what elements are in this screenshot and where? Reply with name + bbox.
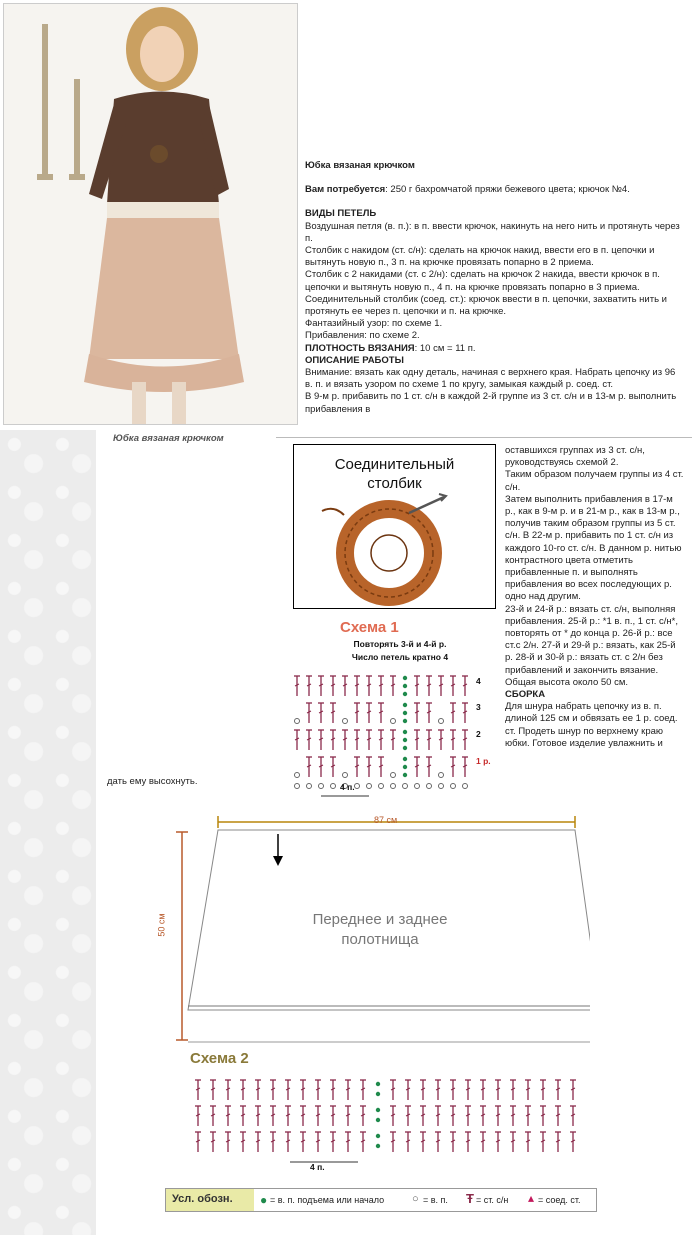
slip-stitch-box (293, 444, 496, 609)
panel-width-label: 87 см (374, 815, 398, 825)
right-paragraph-5: Общая высота около 50 см. (505, 676, 629, 688)
right-paragraph-1: оставшихся группах из 3 ст. с/н, руководствуясь схемой 2. (505, 445, 645, 469)
chain-symbol (391, 719, 396, 724)
start-chain-dot (403, 730, 407, 734)
legend-item-1: = в. п. подъема или начало (270, 1195, 385, 1205)
panel-height-label: 50 см (156, 913, 167, 937)
slip-stitch-icon: ▴ (528, 1191, 535, 1205)
start-chain-dot (403, 703, 407, 707)
schema1-row-2: 2 (476, 729, 481, 739)
skirt-photo (3, 3, 298, 425)
gauge-label: ПЛОТНОСТЬ ВЯЗАНИЯ (305, 342, 415, 354)
slip-stitch-ring-illustration (294, 445, 495, 608)
chain-symbol (367, 784, 372, 789)
article-title: Юбка вязаная крючком (305, 160, 415, 171)
work-text-2: В 9-м р. прибавить по 1 ст. с/н в каждой 2-й группе из 3 ст. с/н и в 13-м р. выполнить прибавления в (305, 391, 677, 415)
chain-symbol (343, 719, 348, 724)
right-paragraph-3: Затем выполнить прибавления в 17-м р., как в 9-м р. и в 21-м р., как в 13-м р., получив таким образом группы из 5 ст. с/н. В 22-м р. прибавить по 1 ст. с/н из каждого 10-го ст. с/н. В данном р. нитью контрастного цвета отметить прибавленные п. и выполнять прибавления во всех последующих р. одно над другим. (505, 493, 682, 603)
start-chain-dot (403, 676, 407, 680)
chain-symbol (379, 784, 384, 789)
start-chain-dot (376, 1118, 380, 1122)
panel-label-1: Переднее и заднее (312, 911, 448, 928)
legend-item-4: = соед. ст. (538, 1195, 581, 1205)
gauge-text: : 10 см = 11 п. (414, 342, 476, 354)
chain-symbol (295, 773, 300, 778)
left-tail-text: дать ему высохнуть. (107, 776, 198, 787)
materials-text: : 250 г бахромчатой пряжи бежевого цвета; крючок №4. (385, 184, 630, 196)
schema2-repeat-label: 4 п. (310, 1162, 325, 1172)
start-chain-dot (403, 757, 407, 761)
start-chain-dot (403, 692, 407, 696)
start-chain-dot (403, 719, 407, 723)
schema1-subtitle-2: Число петель кратно 4 (351, 652, 449, 662)
chain-symbol (439, 784, 444, 789)
materials-label: Вам потребуется (305, 184, 386, 196)
chain-symbol (331, 784, 336, 789)
work-text-1: Внимание: вязать как одну деталь, начиная с верхнего края. Набрать цепочку из 96 в. п. и вязать узором по схеме 1 по кругу, замыкая каждый р. соед. ст. (305, 367, 676, 391)
stitch-type-5: Фантазийный узор: по схеме 1. (305, 318, 443, 330)
legend-item-3: = ст. с/н (476, 1195, 509, 1205)
chain-symbol (307, 784, 312, 789)
start-chain-dot (403, 711, 407, 715)
work-heading: ОПИСАНИЕ РАБОТЫ (305, 354, 404, 366)
chain-symbol (463, 784, 468, 789)
schema2-title: Схема 2 (190, 1050, 249, 1067)
chain-symbol (295, 784, 300, 789)
divider-line (276, 437, 692, 438)
panel-label-2: полотнища (341, 931, 419, 948)
start-chain-dot (403, 746, 407, 750)
right-column-text (505, 445, 685, 750)
schema1-repeat-label: 4 п. (340, 782, 355, 792)
start-chain-dot (376, 1082, 380, 1086)
assembly-heading: СБОРКА (505, 689, 546, 701)
stitch-type-2: Столбик с накидом (ст. с/н): сделать на крючок накид, ввести его в п. цепочки и вытянуть новую п., 3 п. на крючке провязать попарно в 2 приема. (305, 245, 655, 269)
intro-text (305, 160, 680, 416)
schema1-chart (287, 668, 487, 798)
chain-symbol (319, 784, 324, 789)
chain-circle-icon: ○ (412, 1193, 419, 1205)
start-chain-dot (376, 1108, 380, 1112)
schema1-subtitle-1: Повторять 3-й и 4-й р. (353, 639, 447, 649)
legend-title: Усл. обозн. (172, 1193, 233, 1205)
start-chain-dot (403, 773, 407, 777)
double-crochet-icon: Ŧ (466, 1191, 474, 1206)
right-paragraph-2: Таким образом получаем группы из 4 ст. с/н. (505, 469, 684, 493)
legend-box (165, 1188, 597, 1212)
panel-label (280, 910, 480, 950)
legend-item-2: = в. п. (423, 1195, 448, 1205)
photo-caption: Юбка вязаная крючком (113, 433, 224, 444)
chain-symbol (403, 784, 408, 789)
assembly-text: Для шнура набрать цепочку из в. п. длиной 125 см и обвязать ее 1 р. соед. ст. Продеть шнур по верхнему краю юбки. Готовое изделие увлажнить и (505, 701, 678, 749)
chain-symbol (439, 773, 444, 778)
chain-symbol (451, 784, 456, 789)
start-chain-dot (376, 1144, 380, 1148)
start-chain-dot (376, 1092, 380, 1096)
schema1-row-4: 4 (476, 676, 481, 686)
stitch-type-3: Столбик с 2 накидами (ст. с 2/н): сделать на крючок 2 накида, ввести крючок в п. цепочки и вытянуть новую п., 4 п. на крючке провязать попарно в 3 приема. (305, 269, 660, 293)
schema2-chart (190, 1072, 590, 1172)
side-background-pattern (0, 430, 96, 1235)
start-dot-icon: ● (260, 1193, 268, 1207)
stitch-type-4: Соединительный столбик (соед. ст.): крючок ввести в п. цепочки, захватить нить и протянуть ее через п. цепочки и п. на крючке. (305, 293, 667, 318)
photo-illustration (4, 4, 297, 424)
start-chain-dot (376, 1134, 380, 1138)
chain-symbol (427, 784, 432, 789)
start-chain-dot (403, 765, 407, 769)
chain-symbol (439, 719, 444, 724)
schema1-row-1: 1 р. (476, 756, 491, 766)
start-chain-dot (403, 738, 407, 742)
schema1-title: Схема 1 (340, 619, 399, 636)
chain-symbol (415, 784, 420, 789)
stitch-type-1: Воздушная петля (в. п.): в п. ввести крючок, накинуть на него нить и протянуть через п. (305, 220, 680, 244)
chain-symbol (391, 784, 396, 789)
right-paragraph-4: 23-й и 24-й р.: вязать ст. с/н, выполняя прибавления. 25-й р.: *1 в. п., 1 ст. с/н*, повторять от * до конца р. 26-й р.: все ст.с 2/н. 27-й и 29-й р.: вязать, как 25-й р. 28-й и 30-й р.: вязать ст. с 2/н без прибавлений и закончить вязание. (505, 603, 678, 676)
schema1-row-3: 3 (476, 702, 481, 712)
chain-symbol (343, 773, 348, 778)
chain-symbol (391, 773, 396, 778)
chain-symbol (355, 784, 360, 789)
stitch-type-6: Прибавления: по схеме 2. (305, 330, 420, 342)
slip-stitch-title-2: столбик (367, 475, 422, 492)
chain-symbol (295, 719, 300, 724)
stitch-types-heading: ВИДЫ ПЕТЕЛЬ (305, 208, 377, 220)
slip-stitch-title-1: Соединительный (334, 456, 455, 473)
start-chain-dot (403, 684, 407, 688)
